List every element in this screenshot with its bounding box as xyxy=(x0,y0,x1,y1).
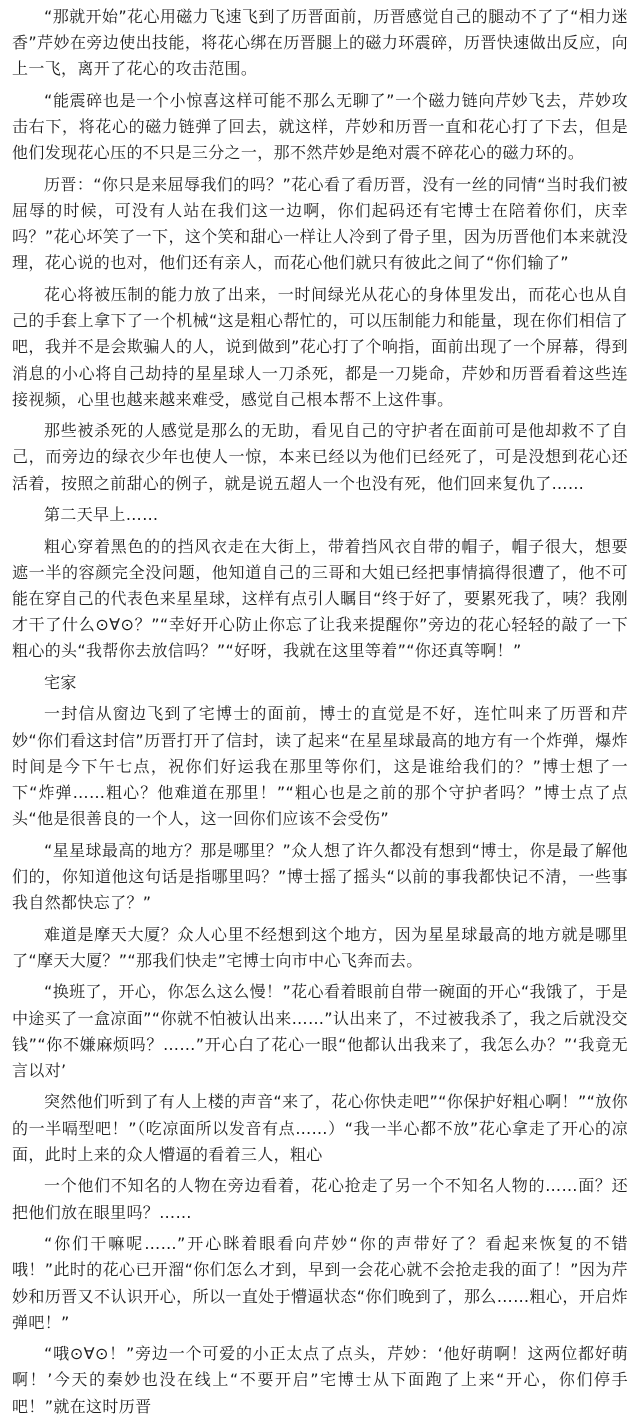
paragraph: “哦⊙∀⊙！”旁边一个可爱的小正太点了点头，芹妙：‘他好萌啊！这两位都好萌啊！’今天的秦妙也没在线上“不要开启”宅博士从下面跑了上来“开心，你们停手吧！”就在这时历晋 xyxy=(12,1344,628,1416)
paragraph: “能震碎也是一个小惊喜这样可能不那么无聊了”一个磁力链向芹妙飞去，芹妙攻击右下，将花心的磁力链弹了回去，就这样，芹妙和历晋一直和花心打了下去，但是他们发现花心压的不只是三分之一，那不然芹妙是绝对震不碎花心的磁力环的。 xyxy=(12,90,628,163)
paragraph: 历晋：“你只是来屈辱我们的吗？”花心看了看历晋，没有一丝的同情“当时我们被屈辱的时候，可没有人站在我们这一边啊，你们起码还有宅博士在陪着你们，庆幸吗？”花心坏笑了一下，这个笑和甜心一样让人冷到了骨子里，因为历晋他们本来就没理，花心说的也对，他们还有亲人，而花心他们就只有彼此之间了“你们输了” xyxy=(12,174,628,273)
paragraph: 突然他们听到了有人上楼的声音“来了，花心你快走吧”“你保护好粗心啊！”“放你的一半嗝型吧！”（吃凉面所以发音有点……）“我一半心都不放”花心拿走了开心的凉面，此时上来的众人懵逼的看着三人，粗心 xyxy=(12,1092,628,1164)
paragraph: 宅家 xyxy=(44,672,77,692)
paragraph: 粗心穿着黑色的的挡风衣走在大街上，带着挡风衣自带的帽子，帽子很大，想要遮一半的容颜完全没问题，他知道自己的三哥和大姐已经把事情搞得很遭了，他不可能在穿自己的代表色来星星球，这样有点引人瞩目“终于好了，要累死我了，咦？我刚才干了什么⊙∀⊙？”“幸好开心防止你忘了让我来提醒你”旁边的花心轻轻的敲了一下粗心的头“我帮你去放信吗？”“好呀，我就在这里等着”“你还真等啊！” xyxy=(12,536,628,661)
paragraph: 第二天早上…… xyxy=(44,505,159,525)
paragraph: “换班了，开心，你怎么这么慢！”花心看着眼前自带一碗面的开心“我饿了，于是中途买了一盒凉面”“你就不怕被认出来……”认出来了，不过被我杀了，我之后就没交钱”“你不嫌麻烦吗？……”开心白了花心一眼“他都认出我来了，我怎么办？”‘我竟无言以对’ xyxy=(12,982,628,1080)
paragraph: 一封信从窗边飞到了宅博士的面前，博士的直觉是不好，连忙叫来了历晋和芹妙“你们看这封信”历晋打开了信封，读了起来“在星星球最高的地方有一个炸弹，爆炸时间是今下午七点，祝你们好运我在那里等你们，这是谁给我们的？”博士想了一下“炸弹……粗心？他难道在那里！”“粗心也是之前的那个守护者吗？”博士点了点头“他是很善良的一个人，这一回你们应该不会受伤” xyxy=(12,704,628,829)
paragraph: 那些被杀死的人感觉是那么的无助，看见自己的守护者在面前可是他却救不了自己，而旁边的绿衣少年也使人一惊，本来已经以为他们已经死了，可是没想到花心还活着，按照之前甜心的例子，就是说五超人一个也没有死，他们回来复仇了…… xyxy=(12,421,628,493)
paragraph: “那就开始”花心用磁力飞速飞到了历晋面前，历晋感觉自己的腿动不了了“相力迷香”芹妙在旁边使出技能，将花心绑在历晋腿上的磁力环震碎，历晋快速做出反应，向上一飞，离开了花心的攻击范围。 xyxy=(12,7,628,79)
paragraph: 难道是摩天大厦？众人心里不经想到这个地方，因为星星球最高的地方就是哪里了“摩天大厦？”“那我们快走”宅博士向市中心飞奔而去。 xyxy=(12,924,628,970)
paragraph: 一个他们不知名的人物在旁边看着，花心抢走了另一个不知名人物的……面？还把他们放在眼里吗？…… xyxy=(12,1176,628,1222)
paragraph: 花心将被压制的能力放了出来，一时间绿光从花心的身体里发出，而花心也从自己的手套上拿下了一个机械“这是粗心帮忙的，可以压制能力和能量，现在你们相信了吧，我并不是会欺骗人的人，说到做到”花心打了个响指，面前出现了一个屏幕，得到消息的小心将自己劫持的星星球人一刀杀死，都是一刀毙命，芹妙和历晋看着这些连接视频，心里也越来越来难受，感觉自己根本帮不上这件事。 xyxy=(12,284,628,409)
paragraph: “你们干嘛呢……”开心眯着眼看向芹妙“你的声带好了？看起来恢复的不错哦！”此时的花心已开溜“你们怎么才到，早到一会花心就不会抢走我的面了！”因为芹妙和历晋又不认识开心，所以一直处于懵逼状态“你们晚到了，那么……粗心，开启炸弹吧！” xyxy=(12,1234,628,1332)
paragraph: “星星球最高的地方？那是哪里？”众人想了许久都没有想到“博士，你是最了解他们的，你知道他这句话是指哪里吗？”博士摇了摇头“以前的事我都快记不清，一些事我自然都快忘了？” xyxy=(12,840,628,913)
